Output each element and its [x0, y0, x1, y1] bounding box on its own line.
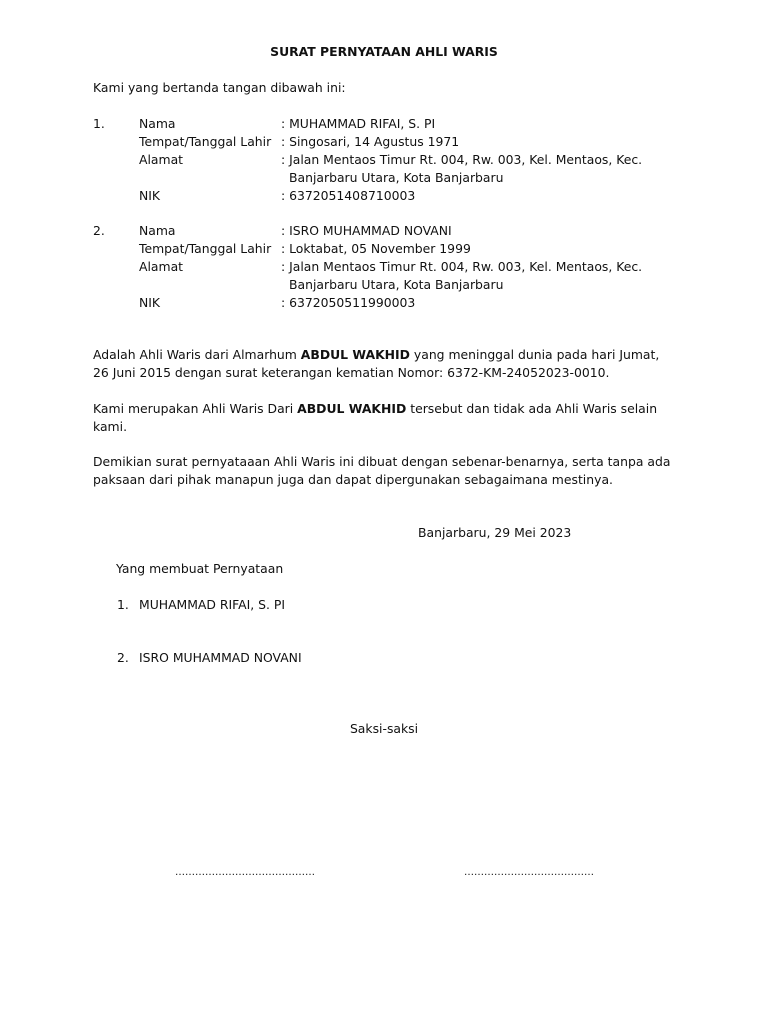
- signer-name: MUHAMMAD RIFAI, S. PI: [139, 597, 286, 612]
- para1-text-a: Adalah Ahli Waris dari Almarhum: [93, 347, 301, 362]
- person-number: 2.: [93, 223, 105, 238]
- label-nik: NIK: [139, 188, 161, 203]
- label-name: Nama: [139, 116, 176, 131]
- label-birth: Tempat/Tanggal Lahir: [139, 241, 272, 256]
- person-nik: : 6372050511990003: [281, 295, 416, 310]
- para2-text-a: Kami merupakan Ahli Waris Dari: [93, 401, 298, 416]
- label-name: Nama: [139, 223, 176, 238]
- maker-label: Yang membuat Pernyataan: [116, 561, 284, 576]
- deceased-name: ABDUL WAKHID: [300, 347, 410, 362]
- para2-text-b: tersebut dan tidak ada Ahli Waris selain: [406, 401, 658, 416]
- person-address-line2: Banjarbaru Utara, Kota Banjarbaru: [289, 170, 504, 185]
- label-nik: NIK: [139, 295, 161, 310]
- para1-text-b: yang meninggal dunia pada hari Jumat,: [409, 347, 660, 362]
- person-address-line1: : Jalan Mentaos Timur Rt. 004, Rw. 003, Kel. Mentaos, Kec.: [281, 152, 643, 167]
- person-address-line2: Banjarbaru Utara, Kota Banjarbaru: [289, 277, 504, 292]
- sole-heirs-paragraph: [93, 400, 693, 436]
- label-birth: Tempat/Tanggal Lahir: [139, 134, 272, 149]
- person-address-line1: : Jalan Mentaos Timur Rt. 004, Rw. 003, Kel. Mentaos, Kec.: [281, 259, 643, 274]
- signer-number: 1.: [117, 597, 129, 612]
- person-birth: : Loktabat, 05 November 1999: [281, 241, 471, 256]
- signer-2: [117, 649, 302, 667]
- person-nik: : 6372051408710003: [281, 188, 416, 203]
- place-date: Banjarbaru, 29 Mei 2023: [418, 525, 572, 540]
- person-name: : ISRO MUHAMMAD NOVANI: [281, 223, 452, 238]
- para2-line2: kami.: [93, 419, 128, 434]
- closing-paragraph: [93, 453, 693, 489]
- person-2-block: [93, 222, 693, 312]
- deceased-name: ABDUL WAKHID: [297, 401, 407, 416]
- label-address: Alamat: [139, 259, 184, 274]
- para3-line2: paksaan dari pihak manapun juga dan dapat dipergunakan sebagaimana mestinya.: [93, 472, 613, 487]
- document-title: SURAT PERNYATAAN AHLI WARIS: [270, 44, 498, 59]
- person-number: 1.: [93, 116, 105, 131]
- witness-label: Saksi-saksi: [349, 721, 419, 736]
- signer-number: 2.: [117, 650, 129, 665]
- person-birth: : Singosari, 14 Agustus 1971: [281, 134, 460, 149]
- witness-signature-line-2: …………………………………: [464, 867, 594, 878]
- witness-signature-line-1: ……………………………………: [175, 867, 315, 878]
- intro-text: Kami yang bertanda tangan dibawah ini:: [93, 80, 346, 95]
- para3-line1: Demikian surat pernyataaan Ahli Waris ini dibuat dengan sebenar-benarnya, serta tanpa ada: [93, 454, 671, 469]
- label-address: Alamat: [139, 152, 184, 167]
- signer-1: [117, 596, 285, 614]
- heir-statement-paragraph: [93, 346, 693, 382]
- signer-name: ISRO MUHAMMAD NOVANI: [139, 650, 302, 665]
- person-name: : MUHAMMAD RIFAI, S. PI: [281, 116, 436, 131]
- para1-line2: 26 Juni 2015 dengan surat keterangan kematian Nomor: 6372-KM-24052023-0010.: [93, 365, 610, 380]
- person-1-block: [93, 115, 693, 205]
